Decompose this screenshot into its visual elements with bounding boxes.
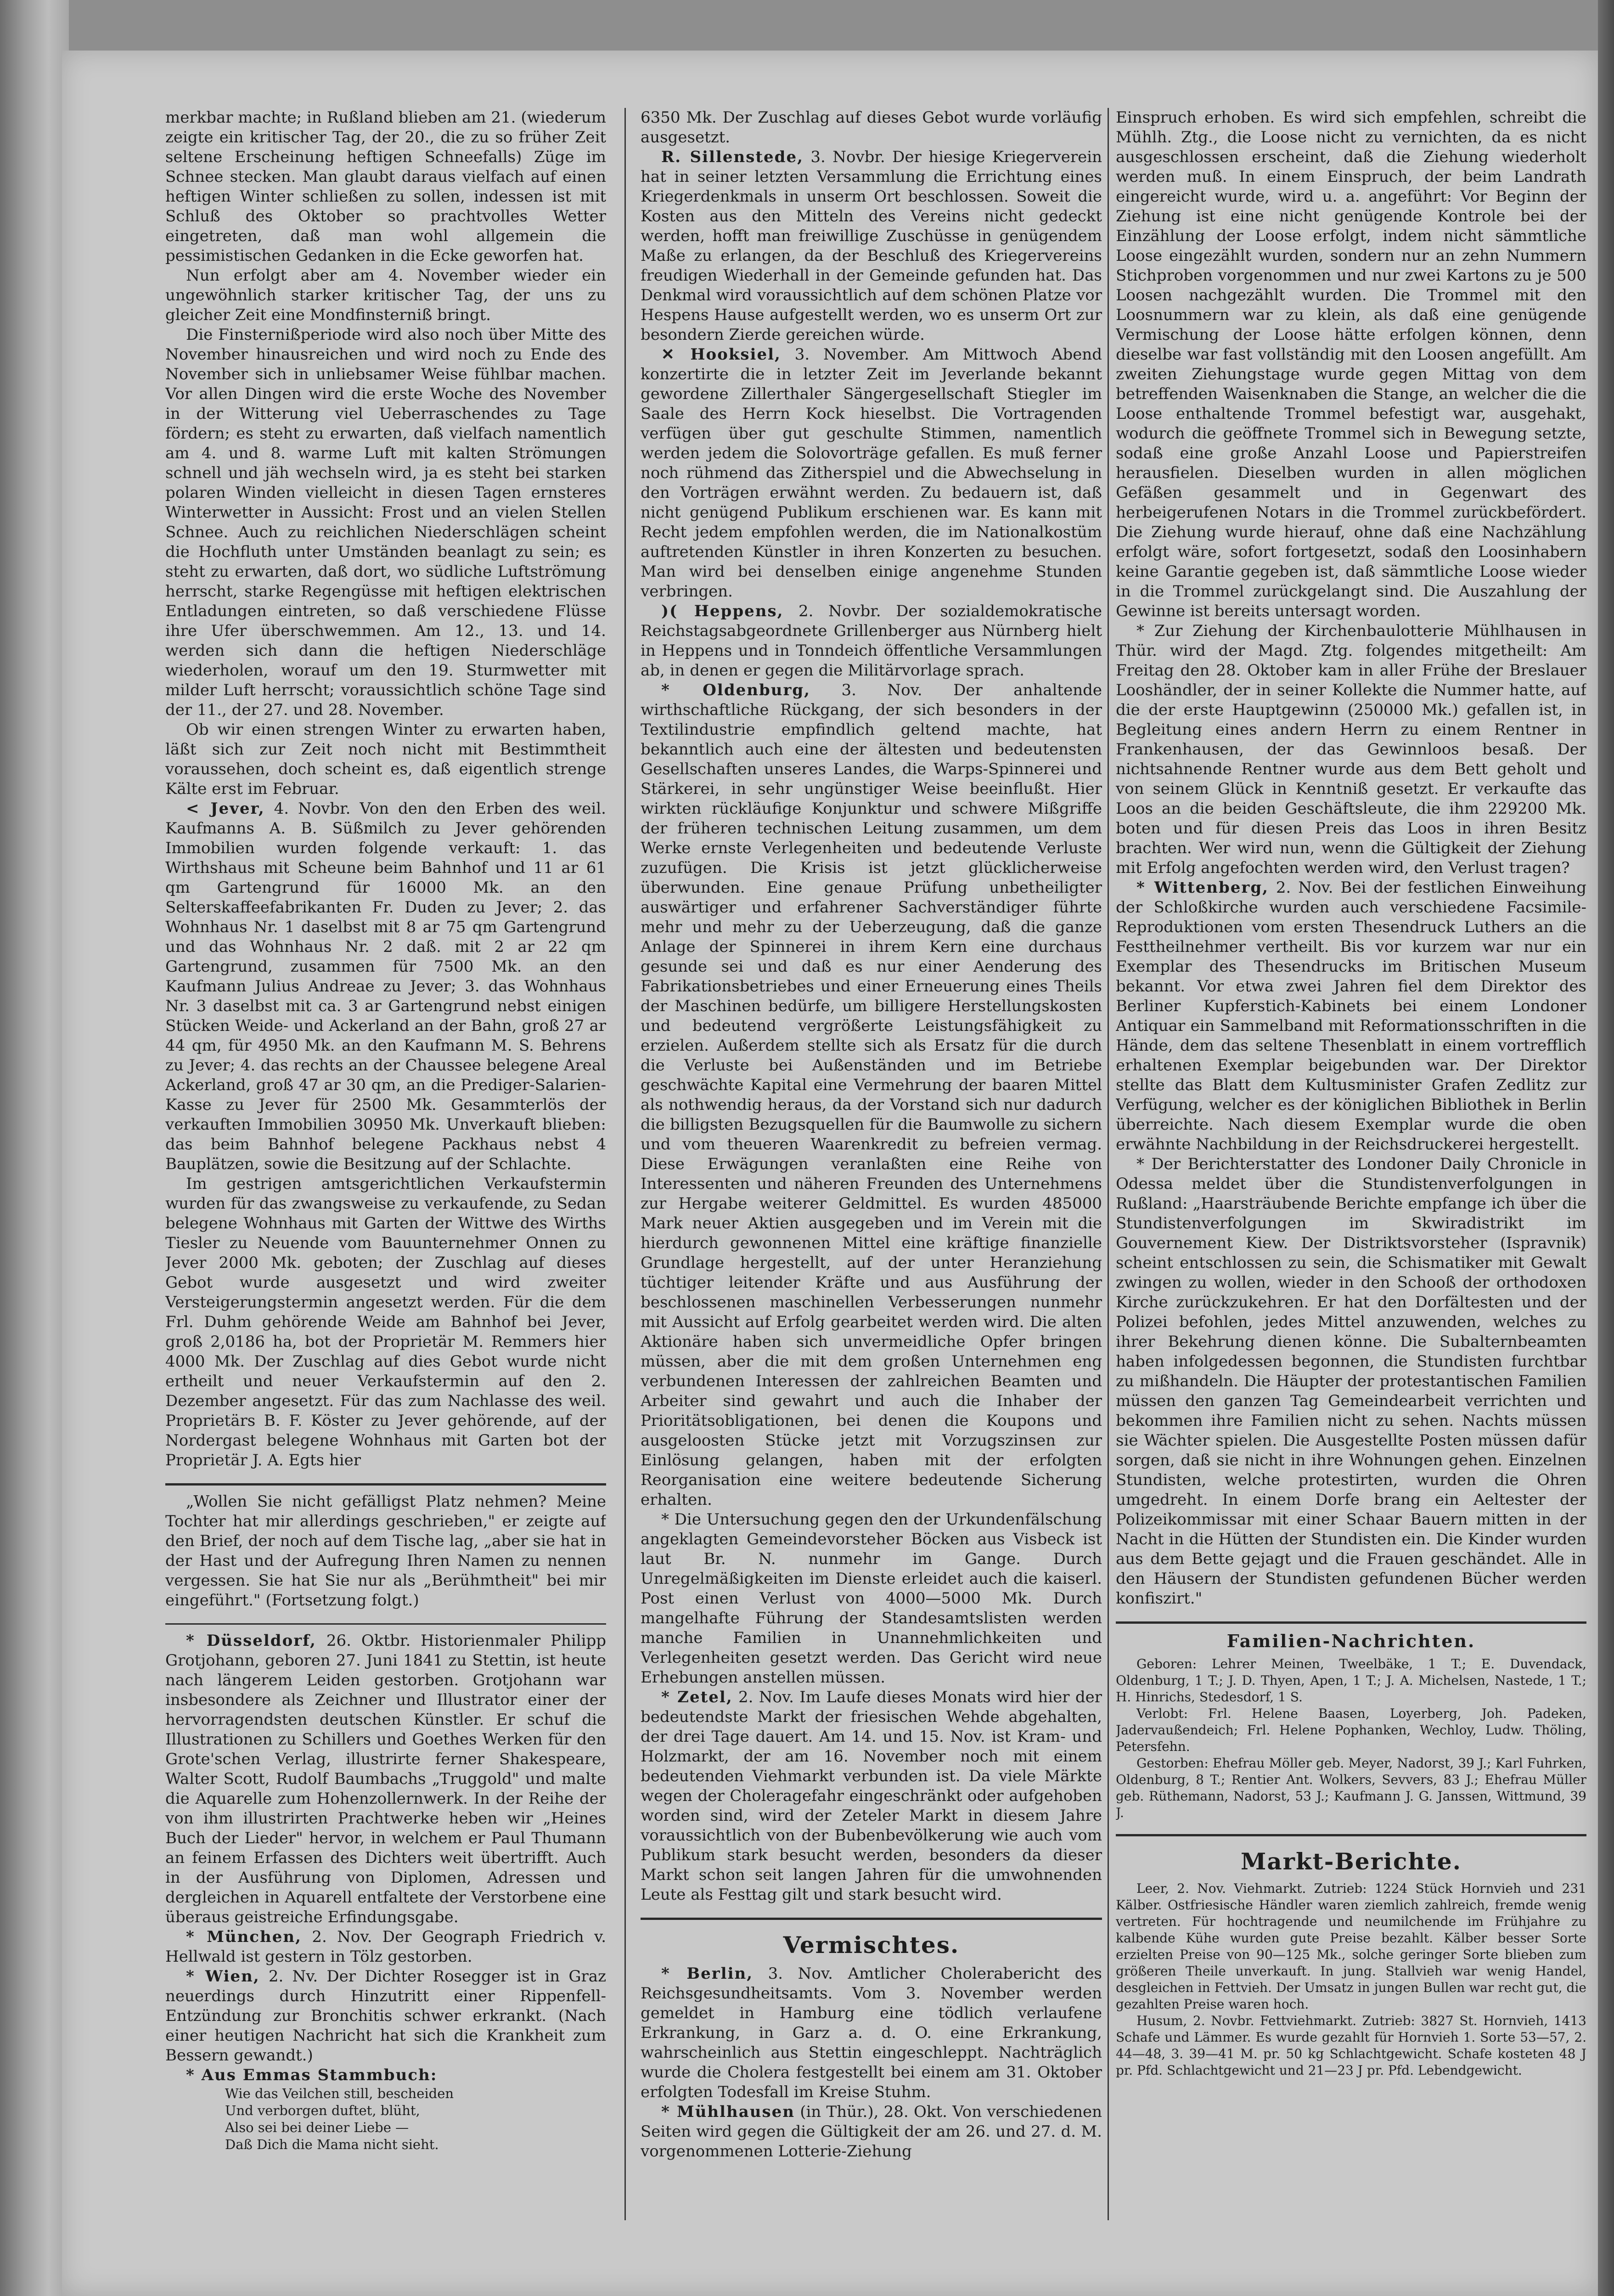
section-divider (1116, 1834, 1586, 1836)
news-item-kirchenbaulotterie: * Zur Ziehung der Kirchenbaulotterie Mühlhausen in Thür. wird der Magd. Ztg. folgendes mitgetheilt: Am Freitag den 28. Oktober kam in aller Frühe der Breslauer Looshändler, der in seiner Kollekte die Nummer hatte, auf die der erste Hauptgewinn (250000 Mk.) gefallen ist, in Begleitung eines andern Herrn zu einem Rentner in Frankenhausen, der das Gewinnloos besaß. Der nichtsahnende Rentner wurde aus dem Bett geholt und von seinem Glück in Kenntniß gesetzt. Er verkaufte das Loos an die beiden Geschäftsleute, die ihm 229200 Mk. boten und für diesen Preis das Loos in ihren Besitz brachten. Wer wird nun, wenn die Gültigkeit der Ziehung mit Erfolg angefochten werden wird, den Verlust tragen? (1116, 622, 1586, 877)
article-text: merkbar machte; in Rußland blieben am 21. (wiederum zeigte ein kritischer Tag, der 20., die zu so früher Zeit seltene Erscheinung heftigen Schneefalls) Züge im Schnee stecken. Man glaubt daraus vielfach auf einen heftigen Winter schließen zu sollen, indessen ist mit Schluß des Oktober so prachtvolles Wetter eingetreten, daß man wohl allgemein die pessimistischen Gedanken in die Ecke geworfen hat. (165, 108, 606, 265)
dateline: * Wittenberg, (1136, 878, 1269, 897)
dateline: * München, (186, 1928, 302, 1946)
market-report-leer: Leer, 2. Nov. Viehmarkt. Zutrieb: 1224 Stück Hornvieh und 231 Kälber. Ostfriesische Händler waren ziemlich zahlreich, fremde wenig vertreten. Für hochtragende und neumilchende im Frühjahre zu kalbende Kühe wurden gute Preise bezahlt. Kälber besser Sorte erzielten Preise von 90—125 Mk., solche geringer Sorte blieben zum größeren Theile unverkauft. In jung. Stallvieh war wenig Handel, desgleichen in Fettvieh. Der Umsatz in jungen Bullen war recht gut, die gezahlten Preise waren hoch. (1116, 1881, 1586, 2012)
dateline: * Berlin, (661, 1964, 754, 1983)
book-binding-edge (0, 0, 69, 2296)
news-item-zetel (641, 1688, 1102, 1905)
poem-line: Also sei bei deiner Liebe — (225, 2120, 409, 2135)
serial-novel-text: „Wollen Sie nicht gefälligst Platz nehmen? Meine Tochter hat mir allerdings geschrieben," er zeigte auf den Brief, der noch auf dem Tische lag, „aber sie hat in der Hast und der Aufregung Ihren Namen zu nennen vergessen. Sie hat Sie nur als „Berühmtheit" bei mir eingeführt." (Fortsetzung folgt.) (165, 1492, 606, 1609)
market-report-husum: Husum, 2. Novbr. Fettviehmarkt. Zutrieb: 3827 St. Hornvieh, 1413 Schafe und Lämmer. Es wurde gezahlt für Hornvieh 1. Sorte 53—57, 2. 44—48, 3. 39—41 M. pr. 50 kg Schlachtgewicht. Schafe kosteten 48 J pr. Pfd. Schlachtgewicht und 21—23 J pr. Pfd. Lebendgewicht. (1116, 2013, 1586, 2078)
news-item-jever (165, 799, 606, 1174)
news-item-berlin (641, 1964, 1102, 2102)
dateline: * Wien, (186, 1967, 260, 1986)
dateline: * Zetel, (661, 1688, 733, 1706)
article-text: Nun erfolgt aber am 4. November wieder ein ungewöhnlich starker kritischer Tag, der uns zu gleicher Zeit eine Mondfinsterniß bringt. (165, 266, 606, 324)
news-item-muehlhausen (641, 2102, 1102, 2161)
dateline: R. Sillenstede, (661, 148, 804, 166)
article-text: Einspruch erhoben. Es wird sich empfehlen, schreibt die Mühlh. Ztg., die Loose nicht zu vernichten, da es nicht ausgeschlossen erscheint, daß die Ziehung wiederholt werden muß. In einem Einspruch, der beim Landrath eingereicht wurde, wird u. a. angeführt: Vor Beginn der Ziehung ist eine nicht genügende Kontrole bei der Einzählung der Loose erfolgt, indem nicht sämmtliche Loose eingezählt wurden, sondern nur an zehn Nummern Stichproben vorgenommen und nur zwei Kartons zu je 500 Loosen nachgezählt wurden. Die Trommel mit den Loosnummern war zu klein, als daß eine genügende Vermischung der Loose hätte erfolgen können, denn dieselbe war fast vollständig mit den Loosen angefüllt. Am zweiten Ziehungstage wurde gegen Mittag von dem betreffenden Waisenknaben die Stange, an welcher die die Loose enthaltende Trommel befestigt war, ausgehakt, wodurch die geöffnete Trommel sich in Bewegung setzte, sodaß eine große Anzahl Loose und Papierstreifen herausfielen. Dieselben wurden in allen möglichen Gefäßen gesammelt und in Gegenwart des herbeigerufenen Notars in die Trommel zurückbefördert. Die Ziehung wurde hierauf, ohne daß eine Nachzählung erfolgt wäre, sofort fortgesetzt, sodaß den Loosinhabern keine Garantie gegeben ist, daß sämmtliche Loose wieder in die Trommel zurückgelangt sind. Die Auszahlung der Gewinne ist bereits untersagt worden. (1116, 108, 1586, 620)
column-2 (641, 108, 1102, 2220)
section-heading-markt: Markt-Berichte. (1240, 1848, 1462, 1875)
news-body: 3. November. Am Mittwoch Abend konzertirte die in letzter Zeit im Jeverlande bekannt gewordene Zillerthaler Sängergesellschaft Stiegler im Saale des Herrn Kock hieselbst. Die Vortragenden verfügen über gut geschulte Stimmen, namentlich werden jedem die Solovorträge gefallen. Es muß ferner noch rühmend das Zitherspiel und die Abwechselung in den Vorträgen erwähnt werden. Zu bedauern ist, daß nicht genügend Publikum erschienen war. Es kann mit Recht jedem empfohlen werden, die im Nationalkostüm auftretenden Künstler in ihren Konzerten zu besuchen. Man wird bei denselben einige angenehme Stunden verbringen. (641, 345, 1102, 601)
column-rule-2 (1108, 108, 1109, 2220)
column-1 (165, 108, 606, 2216)
family-notice-born: Geboren: Lehrer Meinen, Tweelbäke, 1 T.; E. Duvendack, Oldenburg, 1 T.; J. D. Thyen, Apen, 1 T.; J. A. Michelsen, Nastede, 1 T.; H. Hinrichs, Stedesdorf, 1 S. (1116, 1656, 1586, 1705)
news-body: 2. Nov. Der Geograph Friedrich v. Hellwald ist gestern in Tölz gestorben. (165, 1928, 606, 1966)
news-body: (in Thür.), 28. Okt. Von verschiedenen Seiten wird gegen die Gültigkeit der am 26. und 27. d. M. vorgenommenen Lotterie-Ziehung (641, 2103, 1102, 2161)
news-body: 26. Oktbr. Historienmaler Philipp Grotjohann, geboren 27. Juni 1841 zu Stettin, ist heute nach längerem Leiden gestorben. Grotjohann war insbesondere als Zeichner und Illustrator einer der hervorragendsten deutschen Künstler. Er schuf die Illustrationen zu Schillers und Goethes Werken für den Grote'schen Verlag, illustrirte ferner Shakespeare, Walter Scott, Rudolf Baumbachs „Truggold" und malte die Aquarelle zum Hohenzollernwerk. In der Reihe der von ihm illustrirten Prachtwerke heben wir „Heines Buch der Lieder" hervor, in welchem er Paul Thumann an feinem Erfassen des Dichters weit übertrifft. Auch in der Ausführung von Diplomen, Adressen und dergleichen in Aquarell entfaltete der Verstorbene eine überaus geistreiche Erfindungsgabe. (165, 1632, 606, 1926)
article-text: Im gestrigen amtsgerichtlichen Verkaufstermin wurden für das zwangsweise zu verkaufende, zu Sedan belegene Wohnhaus mit Garten der Wittwe des Wirths Tiesler zu Neuende vom Bauunternehmer Onnen zu Jever 2000 Mk. geboten; der Zuschlag auf dieses Gebot wurde ausgesetzt und wird zweiter Versteigerungstermin angesetzt werden. Für die dem Frl. Duhm gehörende Weide am Bahnhof bei Jever, groß 2,0186 ha, bot der Proprietär M. Remmers hier 4000 Mk. Der Zuschlag auf dies Gebot wurde nicht ertheilt und neuer Verkaufstermin auf den 2. Dezember angesetzt. Für das zum Nachlasse des weil. Proprietärs B. F. Köster zu Jever gehörende, auf der Nordergast belegene Wohnhaus mit Garten bot der Proprietär J. A. Egts hier (165, 1175, 606, 1469)
family-notice-deceased: Gestorben: Ehefrau Möller geb. Meyer, Nadorst, 39 J.; Karl Fuhrken, Oldenburg, 8 T.; Rentier Ant. Wolkers, Sevvers, 83 J.; Ehefrau Müller geb. Rüthemann, Nadorst, 53 J.; Kaufmann J. G. Janssen, Wittmund, 39 J. (1116, 1756, 1586, 1820)
news-body: 2. Novbr. Der sozialdemokratische Reichstagsabgeordnete Grillenberger aus Nürnberg hielt in Heppens und in Tonndeich öffentliche Versammlungen ab, in denen er gegen die Militärvorlage sprach. (641, 602, 1102, 680)
dateline: * Oldenburg, (661, 681, 810, 699)
article-text: Ob wir einen strengen Winter zu erwarten haben, läßt sich zur Zeit noch nicht mit Bestimmtheit voraussehen, doch scheint es, daß eigentlich strenge Kälte erst im Februar. (165, 720, 606, 798)
poem-line: Wie das Veilchen still, bescheiden (225, 2086, 454, 2101)
column-rule-1 (624, 108, 626, 2220)
news-item-muenchen (165, 1927, 606, 1967)
news-item-duesseldorf (165, 1631, 606, 1927)
news-body: 4. Novbr. Von den den Erben des weil. Kaufmanns A. B. Süßmilch zu Jever gehörenden Immobilien wurden folgende verkauft: 1. das Wirthshaus mit Scheune beim Bahnhof und 11 ar 61 qm Gartengrund für 16000 Mk. an den Selterskaffeefabrikanten Fr. Duden zu Jever; 2. das Wohnhaus Nr. 1 daselbst mit 8 ar 75 qm Gartengrund und das Wohnhaus Nr. 2 daß. mit 2 ar 22 qm Gartengrund, zusammen für 7500 Mk. an den Kaufmann Julius Andreae zu Jever; 3. das Wohnhaus Nr. 3 daselbst mit ca. 3 ar Gartengrund nebst einigen Stücken Weide- und Ackerland an der Bahn, groß 27 ar 44 qm, für 4950 Mk. an den Kaufmann M. S. Behrens zu Jever; 4. das rechts an der Chaussee belegene Areal Ackerland, groß 47 ar 30 qm, an die Prediger-Salarien-Kasse zu Jever für 2500 Mk. Gesammterlös der verkauften Immobilien 30950 Mk. Unverkauft blieben: das beim Bahnhof belegene Packhaus nebst 4 Bauplätzen, sowie die Besitzung auf der Schlachte. (165, 799, 606, 1173)
news-item-wien (165, 1967, 606, 2065)
section-divider (641, 1918, 1102, 1920)
article-text: Die Finsternißperiode wird also noch über Mitte des November hinausreichen und wird noch zu Ende des November sich in unliebsamer Weise fühlbar machen. Vor allen Dingen wird die erste Woche des November in der Witterung viel Ueberraschendes zu Tage fördern; es steht zu erwarten, daß vielfach namentlich am 4. und 8. warme Luft mit kalten Strömungen schnell und jäh wechseln wird, ja es steht bei starken polaren Winden vielleicht in diesen Tagen ernsteres Winterwetter in Aussicht: Frost und an vielen Stellen Schnee. Auch zu reichlichen Niederschlägen scheint die Hochfluth unter Umständen beanlagt zu sein; es steht zu erwarten, daß dort, wo südliche Luftströmung herrscht, starke Regengüsse mit heftigen elektrischen Entladungen eintreten, so daß verschiedene Flüsse ihre Ufer überschwemmen. Am 12., 13. und 14. werden sich dann die heftigen Niederschläge wiederholen, worauf um den 19. Sturmwetter mit milder Luft herrscht; voraussichtlich schöne Tage sind der 11., der 27. und 28. November. (165, 326, 606, 719)
poem-line: Und verborgen duftet, blüht, (225, 2103, 420, 2118)
news-body: 2. Nv. Der Dichter Rosegger ist in Graz neuerdings durch Hinzutritt einer Rippenfell-Entzündung zur Bronchitis schwer erkrankt. (Nach einer heutigen Nachricht hat sich die Krankheit zum Bessern gewandt.) (165, 1967, 606, 2065)
news-body: 3. Novbr. Der hiesige Kriegerverein hat in seiner letzten Versammlung die Errichtung eines Kriegerdenkmals in unserm Ort beschlossen. Soweit die Kosten aus den Mitteln des Vereins nicht gedeckt werden, hofft man freiwillige Zuschüsse in genügendem Maße zu erlangen, da der Beschluß des Kriegervereins freudigen Wiederhall in der Gemeinde gefunden hat. Das Denkmal wird voraussichtlich auf dem schönen Platze vor Hespens Hause aufgestellt werden, wo es unserm Ort zur besondern Zierde gereichen würde. (641, 148, 1102, 344)
news-item-wittenberg (1116, 878, 1586, 1154)
dateline: ✕ Hooksiel, (661, 345, 781, 364)
dateline: * Düsseldorf, (186, 1632, 316, 1650)
section-heading-familien: Familien-Nachrichten. (1226, 1631, 1476, 1651)
poem-heading: * Aus Emmas Stammbuch: (186, 2066, 438, 2084)
poem-line: Daß Dich die Mama nicht sieht. (225, 2137, 439, 2152)
news-body: 2. Nov. Bei der festlichen Einweihung der Schloßkirche wurden auch verschiedene Facsimile-Reproduktionen vom ersten Thesendruck Luthers an die Festtheilnehmer vertheilt. Bis vor kurzem war nur ein Exemplar des Thesendrucks im Britischen Museum bekannt. Vor etwa zwei Jahren fiel dem Direktor des Berliner Kupferstich-Kabinets bei einem Londoner Antiquar ein Sammelband mit Reformationsschriften in die Hände, dem das seltene Thesenblatt in einem vortrefflich erhaltenen Exemplar beigebunden war. Der Direktor stellte das Blatt dem Kultusminister Grafen Zedlitz zur Verfügung, welcher es der königlichen Bibliothek in Berlin überreichte. Nach diesem Exemplar wurde die oben erwähnte Nachbildung in der Reichsdruckerei hergestellt. (1116, 878, 1586, 1154)
news-body: 3. Nov. Amtlicher Cholerabericht des Reichsgesundheitsamts. Vom 3. November werden gemeldet in Hamburg eine tödlich verlaufene Erkrankung, in Garz a. d. O. eine Erkrankung, wahrscheinlich aus Stettin eingeschleppt. Nachträglich wurde die Cholera festgestellt bei einem am 31. Oktober erfolgten Todesfall im Kreise Stuhm. (641, 1964, 1102, 2101)
dateline: )( Heppens, (661, 602, 784, 620)
article-text: 6350 Mk. Der Zuschlag auf dieses Gebot wurde vorläufig ausgesetzt. (641, 108, 1102, 146)
column-3 (1116, 108, 1586, 2138)
section-heading-vermischtes: Vermischtes. (783, 1931, 960, 1958)
section-divider (165, 1623, 606, 1625)
news-item-daily-chronicle: * Der Berichterstatter des Londoner Daily Chronicle in Odessa meldet über die Stundistenverfolgungen in Rußland: „Haarsträubende Berichte empfange ich über die Stundistenverfolgungen im Skwiradistrikt im Gouvernement Kiew. Der Distriktsvorsteher (Ispravnik) scheint entschlossen zu sein, die Schismatiker mit Gewalt zwingen zu wollen, wieder in den Schooß der orthodoxen Kirche zurückzukehren. Er hat den Dorfältesten und der Polizei befohlen, jedes Mittel anzuwenden, welches zu ihrer Bekehrung dienen könne. Die Subalternbeamten haben infolgedessen begonnen, die Stundisten furchtbar zu mißhandeln. Die Häupter der protestantischen Familien müssen den ganzen Tag Gemeindearbeit verrichten und bekommen ihre Familien nicht zu sehen. Nachts müssen sie Wächter spielen. Die Ausgestellte Posten müssen dafür sorgen, daß sie nicht in ihre Wohnungen gehen. Einzelnen Stundisten, welche protestirten, wurden die Ohren umgedreht. In einem Dorfe brang ein Aeltester der Polizeikommissar mit einer Schaar Bauern mitten in der Nacht in die Hütten der Stundisten ein. Die Kinder wurden aus dem Bette gejagt und die Frauen geschändet. Alle in den Häusern der Stundisten gefundenen Bücher werden konfiszirt." (1116, 1155, 1586, 1608)
news-body: 3. Nov. Der anhaltende wirthschaftliche Rückgang, der sich besonders in der Textilindustrie empfindlich geltend machte, hat bekanntlich auch eine der ältesten und bedeutensten Gesellschaften unseres Landes, die Warps-Spinnerei und Stärkerei, in sehr ungünstiger Weise beeinflußt. Hier wirkten rückläufige Konjunktur und schwere Mißgriffe der früheren technischen Leitung zusammen, um dem Werke ernste Verlegenheiten und bedeutende Verluste zuzufügen. Die Krisis ist jetzt glücklicherweise überwunden. Eine genaue Prüfung unbetheiligter auswärtiger und erfahrener Sachverständiger führte mehr und mehr zu der Ueberzeugung, daß die ganze Anlage der Spinnerei in ihrem Kern eine durchaus gesunde sei und daß es nur einer Aenderung des Fabrikationsbetriebes und einer Erneuerung eines Theils der Maschinen bedürfe, um billigere Herstellungskosten und bedeutend vergrößerte Leistungsfähigkeit zu erzielen. Außerdem stellte sich als Ersatz für die durch die Verluste bei Außenständen und im Betriebe geschwächte Kapital eine Vermehrung der baaren Mittel als nothwendig heraus, da der Vorstand sich nur dadurch die billigsten Bezugsquellen für die Baumwolle zu sichern und vom theueren Waarenkredit zu befreien vermag. Diese Erwägungen veranlaßten eine Reihe von Interessenten und näheren Freunden des Unternehmens zur Hergabe weiterer Geldmittel. Es wurden 485000 Mark neuer Aktien ausgegeben und im Verein mit die hierdurch gewonnenen Mittel eine kräftige finanzielle Grundlage hergestellt, auf der unter Heranziehung tüchtiger leitender Kräfte und aus Ausführung der beschlossenen maschinellen Verbesserungen nunmehr mit Aussicht auf Erfolg gearbeitet werden wird. Die alten Aktionäre haben sich unvermeidliche Opfer bringen müssen, aber die mit dem großen Unternehmen eng verbundenen Interessen der zahlreichen Beamten und Arbeiter sind gewahrt und auch die Inhaber der Prioritätsobligationen, bei denen die Koupons und ausgeloosten Stücke jetzt mit Vorzugszinsen zur Einlösung gelangen, haben mit der erfolgten Reorganisation eine weitere bedeutende Sicherung erhalten. (641, 681, 1102, 1509)
news-item-oldenburg (641, 681, 1102, 1510)
family-notice-engaged: Verlobt: Frl. Helene Baasen, Loyerberg, Joh. Padeken, Jadervaußendeich; Frl. Helene Pophanken, Wechloy, Ludw. Thöling, Petersfehn. (1116, 1706, 1586, 1754)
section-divider (165, 1483, 606, 1486)
dateline: < Jever, (186, 799, 265, 818)
page-right-edge (1598, 0, 1614, 2296)
news-item-urkundenfaelschung: * Die Untersuchung gegen den der Urkundenfälschung angeklagten Gemeindevorsteher Böcken aus Visbeck ist laut Br. N. nunmehr im Gange. Durch Unregelmäßigkeiten im Dienste erleidet auch die kaiserl. Post einen Verlust von 4000—5000 Mk. Durch mangelhafte Führung der Standesamtslisten werden manche Familien in Unannehmlichkeiten und Verlegenheiten gesetzt werden. Das Gericht wird neue Erhebungen anstellen müssen. (641, 1510, 1102, 1687)
section-divider (1116, 1621, 1586, 1624)
news-item-hooksiel (641, 345, 1102, 602)
news-body: 2. Nov. Im Laufe dieses Monats wird hier der bedeutendste Markt der friesischen Wehde abgehalten, der drei Tage dauert. Am 14. und 15. Nov. ist Kram- und Holzmarkt, der am 16. November noch mit einem bedeutenden Viehmarkt verbunden ist. Da viele Märkte wegen der Choleragefahr eingeschränkt oder aufgehoben worden sind, wird der Zeteler Markt in diesem Jahre voraussichtlich von der Bubenbevölkerung wie auch vom Publikum stark besucht werden, besonders da dieser Markt schon seit langen Jahren für die umwohnenden Leute als Festtag gilt und stark besucht wird. (641, 1688, 1102, 1904)
dateline: * Mühlhausen (661, 2103, 795, 2121)
news-item-sillenstede (641, 147, 1102, 345)
news-item-heppens (641, 602, 1102, 681)
